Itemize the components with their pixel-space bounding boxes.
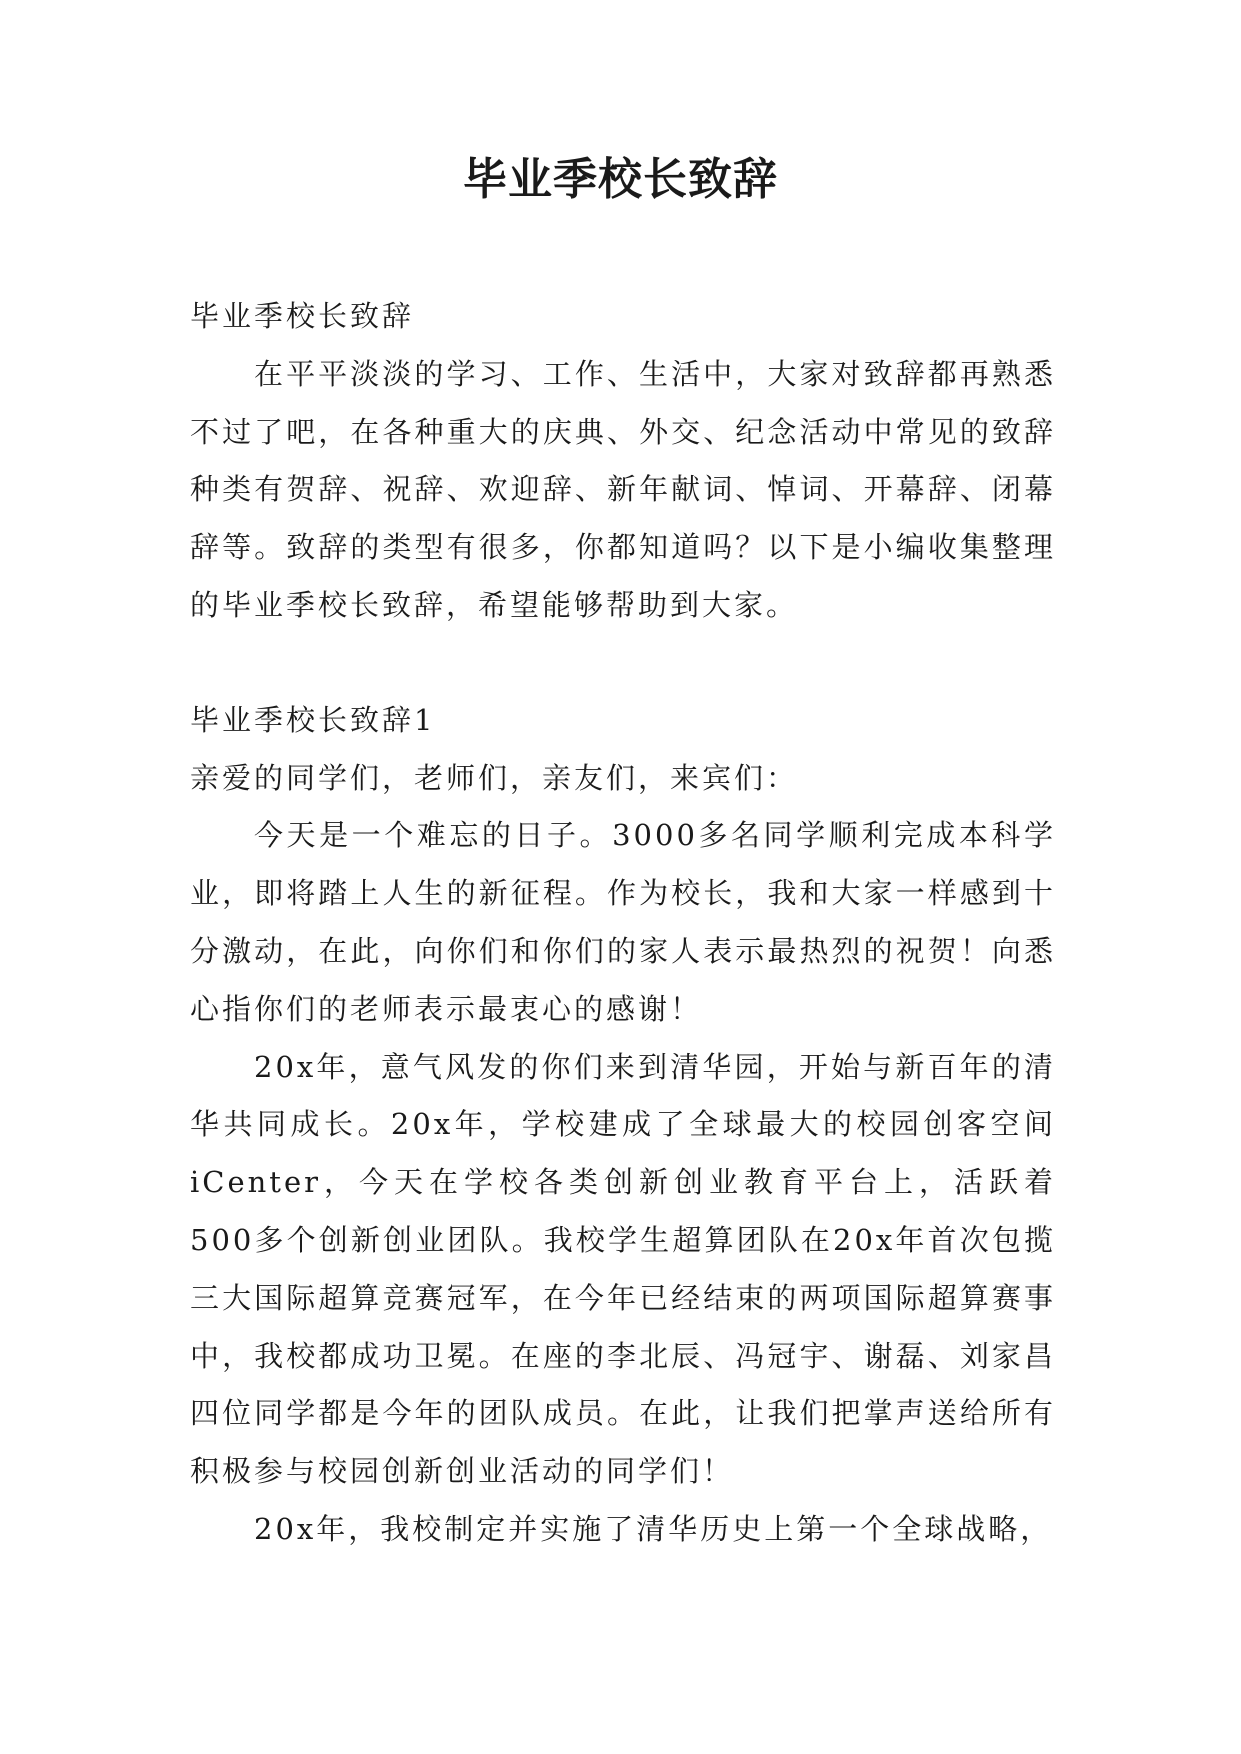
salutation: 亲爱的同学们，老师们，亲友们，来宾们： — [190, 760, 799, 795]
body-paragraph: 20x年，我校制定并实施了清华历史上第一个全球战略， — [254, 1511, 1053, 1546]
subtitle: 毕业季校长致辞 — [190, 299, 415, 333]
document-body — [190, 288, 1056, 1559]
section-heading: 毕业季校长致辞1 — [190, 702, 436, 737]
body-paragraph: 今天是一个难忘的日子。3000多名同学顺利完成本科学业，即将踏上人生的新征程。作为校长，我和大家一样感到十分激动，在此，向你们和你们的家人表示最热烈的祝贺！向悉心指你们的老师表示最衷心的感谢！ — [190, 818, 1056, 1026]
intro-paragraph: 在平平淡淡的学习、工作、生活中，大家对致辞都再熟悉不过了吧，在各种重大的庆典、外交、纪念活动中常见的致辞种类有贺辞、祝辞、欢迎辞、新年献词、悼词、开幕辞、闭幕辞等。致辞的类型有很多，你都知道吗？以下是小编收集整理的毕业季校长致辞，希望能够帮助到大家。 — [190, 356, 1056, 622]
body-paragraph: 20x年，意气风发的你们来到清华园，开始与新百年的清华共同成长。20x年，学校建成了全球最大的校园创客空间iCenter，今天在学校各类创新创业教育平台上，活跃着500多个创新创业团队。我校学生超算团队在20x年首次包揽三大国际超算竞赛冠军，在今年已经结束的两项国际超算赛事中，我校都成功卫冕。在座的李北辰、冯冠宇、谢磊、刘家昌四位同学都是今年的团队成员。在此，让我们把掌声送给所有积极参与校园创新创业活动的同学们！ — [190, 1049, 1056, 1489]
document-title: 毕业季校长致辞 — [463, 154, 778, 205]
